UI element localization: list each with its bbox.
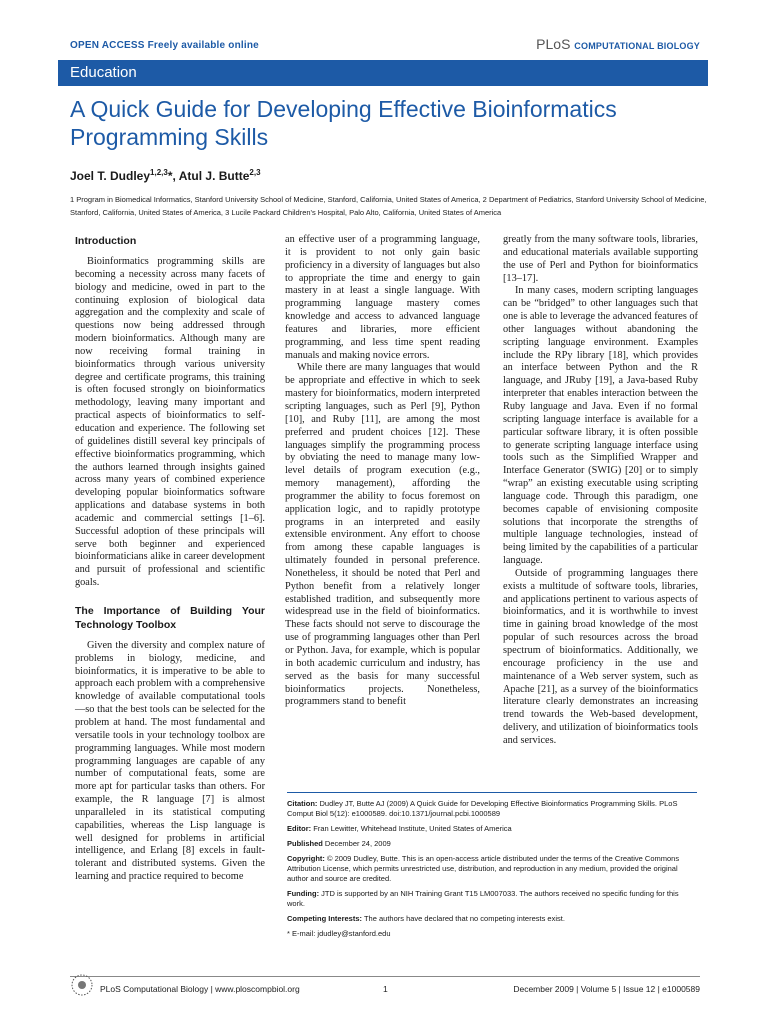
article-info-box [287, 792, 697, 944]
column-1 [75, 234, 265, 884]
paragraph: In many cases, modern scripting languages can be “bridged” to other languages such that one is able to leverage the advanced features of other languages without abandoning the scripting language environment. Examples include the RPy library [18], which provides an interface between Python and the R language, and JRuby [19], a Java-based Ruby interpreter that enables interaction between the Ruby language and Java. Even if no formal scripting language interface is available for a particular software library, it is often possible to generate scripting language interface using tools such as the Simplified Wrapper and Interface Generator (SWIG) [20] or to simply “wrap” an existing executable using scripting language code. Through this paradigm, one becomes capable of envisioning composite solutions that incorporate the strengths of multiple language technologies, instead of being limited by the capabilities of a particular language. [503, 285, 698, 567]
article-title [70, 95, 710, 151]
section-band: Education [58, 60, 708, 86]
email-link[interactable]: * E-mail: jdudley@stanford.edu [287, 929, 391, 938]
journal-sub: COMPUTATIONAL BIOLOGY [574, 41, 700, 51]
author-1: Joel T. Dudley [70, 169, 151, 183]
copyright: Copyright: © 2009 Dudley, Butte. This is an open-access article distributed under the terms of the Creative Commons Attribution License, which permits unrestricted use, distribution, and reproduction in any medium, provided the original author and source are credited. [287, 854, 680, 883]
paragraph: an effective user of a programming language, it is provident to not only gain basic proficiency in a diversity of languages but also to appropriate the time and energy to gain mastery in at least a single language. With programming language mastery comes knowledge and access to advanced language features and libraries, more efficient programming, and less time spent reading manuals and making novice errors. [285, 234, 480, 361]
affiliations: 1 Program in Biomedical Informatics, Stanford University School of Medicine, Stanford, California, United States of America, 2 Department of Pediatrics, Stanford University School of Medicine, Stanford, California, United States of America, 3 Lucile Packard Children's Hospital, Palo Alto, California, United States of America [70, 195, 707, 217]
journal-header [70, 36, 700, 56]
author-list [70, 168, 700, 183]
paragraph: Bioinformatics programming skills are becoming a necessity across many facets of biology and medicine, owed in part to the continuing explosion of biological data aggregation and the complexity and scale of questions now being addressed through modern bioinformatics. Although many are now receiving formal training in bioinformatics through various university degree and certificate programs, this training is often focused strongly on bioinformatics methodology, leaving many important and practical aspects of bioinformatics to self-education and experience. The following set of guidelines distill several key principals of effective bioinformatics programming, which the authors learned through insights gained across many years of combined experience developing popular bioinformatics software applications and database systems in both academic and commercial settings [1–6]. Successful adoption of these principals will serve both beginner and experienced bioinformaticians alike in career development and pursuit of professional and scientific goals. [75, 256, 265, 589]
section-heading-introduction: Introduction [75, 235, 137, 247]
title-line-2: Programming Skills [70, 124, 269, 150]
author-2: Atul J. Butte [178, 169, 250, 183]
citation: Citation: Dudley JT, Butte AJ (2009) A Quick Guide for Developing Effective Bioinformatics Programming Skills. PLoS Comput Biol 5(12): e1000589. doi:10.1371/journal.pcbi.1000589 [287, 799, 678, 818]
paragraph: greatly from the many software tools, libraries, and educational materials available supporting the use of Perl and Python for bioinformatics [13–17]. [503, 234, 698, 284]
journal-short: PLoS [536, 36, 571, 52]
column-3 [503, 234, 698, 748]
corresponding-mark: *, [167, 169, 179, 183]
paragraph: Outside of programming languages there exists a multitude of software tools, libraries, and applications pertinent to various aspects of bioinformatics, and it is worthwhile to invest time in gaining broad knowledge of the most popular of such resources across the broad spectrum of bioinformatics. Additionally, we encourage proficiency in the use and maintenance of a Web server system, such as Apache [21], as a survey of the bioinformatics literature clearly demonstrates an increasing trend towards the Web-based development, delivery, and utilization of bioinformatics tools and services. [503, 567, 698, 746]
competing-interests: Competing Interests: The authors have declared that no competing interests exist. [287, 914, 565, 923]
footer-journal-site[interactable]: PLoS Computational Biology | www.ploscompbiol.org [100, 984, 300, 994]
column-2 [285, 234, 480, 709]
page-footer [70, 976, 700, 1001]
editor: Editor: Fran Lewitter, Whitehead Institute, United States of America [287, 824, 512, 833]
author-1-affil: 1,2,3 [150, 168, 168, 177]
open-access-label: OPEN ACCESS Freely available online [70, 40, 259, 51]
journal-name [536, 36, 700, 52]
published: Published December 24, 2009 [287, 839, 391, 848]
author-2-affil: 2,3 [249, 168, 261, 177]
issue-info: December 2009 | Volume 5 | Issue 12 | e1000589 [513, 984, 700, 994]
paragraph: Given the diversity and complex nature of problems in biology, medicine, and bioinformatics, it is imperative to be able to approach each problem with a comprehensive knowledge of available computational tools—so that the best tools can be selected for the problem at hand. The most fundamental and versatile tools in your technology toolbox are programming languages. While most modern programming languages are capable of any number of computational feats, some are more apt for particular tasks than others. For example, the R language [7] is almost unparalleled in its statistical computing capabilities, whereas the Lisp language is well designed for problems in artificial intelligence, and Erlang [8] excels in fault-tolerant and distributed systems. Given the learning and practice required to become [75, 639, 265, 883]
plos-logo-icon [70, 973, 94, 997]
funding: Funding: JTD is supported by an NIH Training Grant T15 LM007033. The authors received no specific funding for this work. [287, 889, 679, 908]
title-line-1: A Quick Guide for Developing Effective Bioinformatics [70, 96, 617, 122]
page-number: 1 [383, 984, 388, 994]
paragraph: While there are many languages that would be appropriate and effective in which to seek mastery for bioinformatics, modern interpreted scripting languages, such as Perl [9], Python [10], and Ruby [11], are among the most preferred and prudent choices [12]. These languages simplify the programming process by obviating the need to manage many low-level details of program execution (e.g., memory management), affording the programmer the ability to focus foremost on application logic, and to rapidly prototype programs in an interpreted and easily extensible environment. Any effort to choose from among these capable languages is ultimately founded in personal preference. Nonetheless, it should be noted that Perl and Python benefit from a relatively longer established tradition, and subsequently more widespread use in the field of bioinformatics. These facts should not serve to discourage the use of programming languages other than Perl or Python. Java, for example, which is popular in both academic curriculum and industry, has served as the basis for many successful bioinformatics projects. Nonetheless, programmers stand to benefit [285, 362, 480, 708]
section-heading-toolbox: The Importance of Building Your Technology Toolbox [75, 604, 265, 631]
